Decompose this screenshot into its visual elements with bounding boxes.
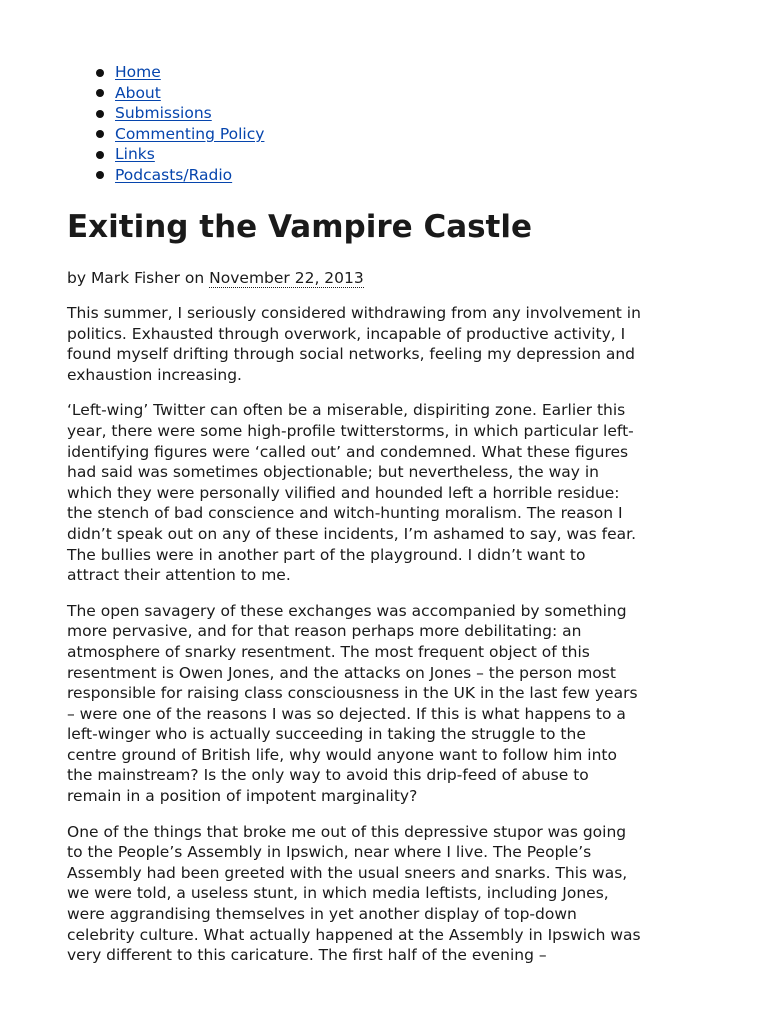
text-line: year, there were some high-profile twitterstorms, in which particular left-: [67, 421, 634, 440]
nav-item-submissions: [96, 103, 264, 124]
bullet-icon: [96, 110, 104, 118]
text-line: more pervasive, and for that reason perhaps more debilitating: an: [67, 622, 582, 641]
text-line: very different to this caricature. The first half of the evening –: [67, 946, 547, 965]
text-line: were aggrandising themselves in yet another display of top-down: [67, 905, 577, 924]
text-line: One of the things that broke me out of this depressive stupor was going: [67, 822, 627, 841]
text-line: exhaustion increasing.: [67, 365, 242, 384]
paragraph-4: [67, 822, 707, 966]
publish-date: November 22, 2013: [209, 269, 364, 287]
nav-item-podcasts-radio: [96, 165, 264, 186]
text-line: celebrity culture. What actually happened at the Assembly in Ipswich was: [67, 925, 641, 944]
text-line: identifying figures were ‘called out’ and condemned. What these figures: [67, 442, 629, 461]
bullet-icon: [96, 130, 104, 138]
text-line: found myself drifting through social networks, feeling my depression and: [67, 345, 635, 364]
bullet-icon: [96, 151, 104, 159]
nav-item-about: [96, 83, 264, 104]
text-line: The open savagery of these exchanges was accompanied by something: [67, 601, 627, 620]
text-line: to the People’s Assembly in Ipswich, near where I live. The People’s: [67, 843, 592, 862]
byline: [67, 267, 364, 289]
nav-link-home[interactable]: Home: [115, 63, 161, 81]
paragraph-3: [67, 601, 707, 807]
byline-author: by Mark Fisher on: [67, 269, 210, 287]
nav-link-about[interactable]: About: [115, 83, 161, 102]
text-line: responsible for raising class consciousness in the UK in the last few years: [67, 684, 638, 703]
text-line: the stench of bad conscience and witch-hunting moralism. The reason I: [67, 504, 623, 523]
text-line: remain in a position of impotent marginality?: [67, 787, 418, 806]
nav-link-commenting-policy[interactable]: Commenting Policy: [115, 124, 265, 143]
nav-item-commenting-policy: [96, 124, 264, 145]
paragraph-2: [67, 400, 707, 585]
text-line: – were one of the reasons I was so dejected. If this is what happens to a: [67, 704, 626, 723]
text-line: didn’t speak out on any of these incidents, I’m ashamed to say, was fear.: [67, 524, 637, 543]
text-line: centre ground of British life, why would anyone want to follow him into: [67, 745, 617, 764]
paragraph-1: [67, 303, 707, 385]
text-line: Assembly had been greeted with the usual sneers and snarks. This was,: [67, 863, 628, 882]
text-line: ‘Left-wing’ Twitter can often be a miserable, dispiriting zone. Earlier this: [67, 401, 626, 420]
site-navigation: [96, 62, 264, 186]
article-body: [67, 303, 707, 981]
text-line: which they were personally vilified and hounded left a horrible residue:: [67, 483, 620, 502]
nav-link-submissions[interactable]: Submissions: [115, 104, 212, 123]
bullet-icon: [96, 69, 104, 77]
text-line: the mainstream? Is the only way to avoid this drip-feed of abuse to: [67, 766, 589, 785]
nav-item-home: [96, 62, 264, 83]
bullet-icon: [96, 89, 104, 97]
text-line: attract their attention to me.: [67, 566, 291, 585]
text-line: resentment is Owen Jones, and the attacks on Jones – the person most: [67, 663, 616, 682]
bullet-icon: [96, 171, 104, 179]
text-line: The bullies were in another part of the playground. I didn’t want to: [67, 545, 586, 564]
article-title: Exiting the Vampire Castle: [67, 209, 533, 245]
text-line: left-winger who is actually succeeding in taking the struggle to the: [67, 725, 586, 744]
nav-link-links[interactable]: Links: [115, 145, 155, 164]
nav-item-links: [96, 144, 264, 165]
text-line: we were told, a useless stunt, in which media leftists, including Jones,: [67, 884, 609, 903]
text-line: atmosphere of snarky resentment. The most frequent object of this: [67, 642, 590, 661]
text-line: had said was sometimes objectionable; but nevertheless, the way in: [67, 463, 599, 482]
text-line: This summer, I seriously considered withdrawing from any involvement in: [67, 304, 641, 322]
text-line: politics. Exhausted through overwork, incapable of productive activity, I: [67, 324, 626, 343]
nav-link-podcasts-radio[interactable]: Podcasts/Radio: [115, 165, 233, 184]
